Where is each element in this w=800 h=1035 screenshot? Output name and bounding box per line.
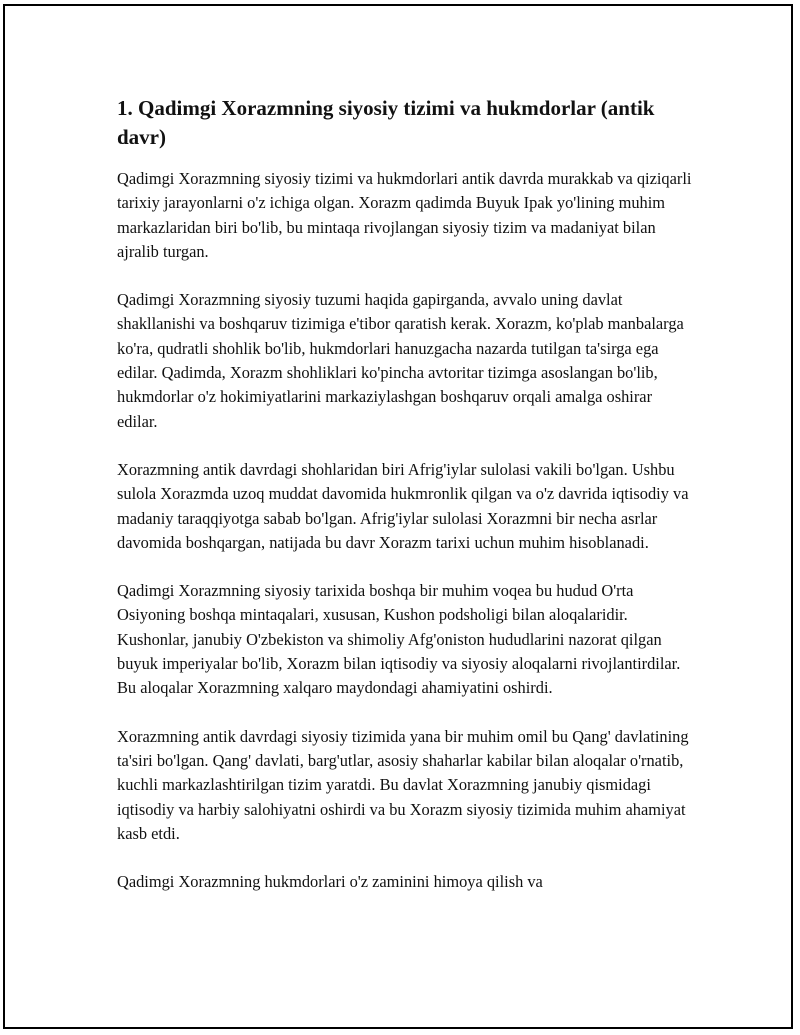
paragraph-2: Qadimgi Xorazmning siyosiy tuzumi haqida gapirganda, avvalo uning davlat shakllanishi va boshqaruv tizimiga e'tibor qaratish kerak. Xorazm, ko'plab manbalarga ko'ra, qudratli shohlik bo'lib, hukmdorlari hanuzgacha nazarda tutilgan ta'sirga ega edilar. Qadimda, Xorazm shohliklari ko'pincha avtoritar tizimga asoslangan bo'lib, hukmdorlar o'z hokimiyatlarini markaziylashgan boshqaruv orqali amalga oshirar edilar. [117, 290, 684, 431]
paragraph-3: Xorazmning antik davrdagi shohlaridan biri Afrig'iylar sulolasi vakili bo'lgan. Ushbu sulola Xorazmda uzoq muddat davomida hukmronlik qilgan va o'z davrida iqtisodiy va madaniy taraqqiyotga sabab bo'lgan. Afrig'iylar sulolasi Xorazmni bir necha asrlar davomida boshqargan, natijada bu davr Xorazm tarixi uchun muhim hisoblanadi. [117, 459, 689, 552]
paragraph-1: Qadimgi Xorazmning siyosiy tizimi va hukmdorlari antik davrda murakkab va qiziqarli tarixiy jarayonlarni o'z ichiga olgan. Xorazm qadimda Buyuk Ipak yo'lining muhim markazlaridan biri bo'lib, bu mintaqa rivojlangan siyosiy tizim va madaniyat bilan ajralib turgan. [117, 169, 692, 261]
paragraph-5: Xorazmning antik davrdagi siyosiy tizimida yana bir muhim omil bu Qang' davlatining ta'siri bo'lgan. Qang' davlati, barg'utlar, asosiy shaharlar kabilar bilan aloqalar o'rnatib, kuchli markazlashtirilgan tizim yaratdi. Bu davlat Xorazmning janubiy qismidagi iqtisodiy va harbiy salohiyatni oshirdi va bu Xorazm siyosiy tizimida muhim ahamiyat kasb etdi. [117, 726, 689, 843]
section-heading: 1. Qadimgi Xorazmning siyosiy tizimi va hukmdorlar (antik davr) [117, 96, 655, 149]
document-body [117, 94, 692, 918]
paragraph-6: Qadimgi Xorazmning hukmdorlari o'z zaminini himoya qilish va [117, 872, 543, 892]
paragraph-4: Qadimgi Xorazmning siyosiy tarixida boshqa bir muhim voqea bu hudud O'rta Osiyoning boshqa mintaqalari, xususan, Kushon podsholigi bilan aloqalaridir. Kushonlar, janubiy O'zbekiston va shimoliy Afg'oniston hududlarini nazorat qilgan buyuk imperiyalar bo'lib, Xorazm bilan iqtisodiy va siyosiy aloqalarni rivojlantirdilar. Bu aloqalar Xorazmning xalqaro maydondagi ahamiyatini oshirdi. [117, 581, 681, 698]
